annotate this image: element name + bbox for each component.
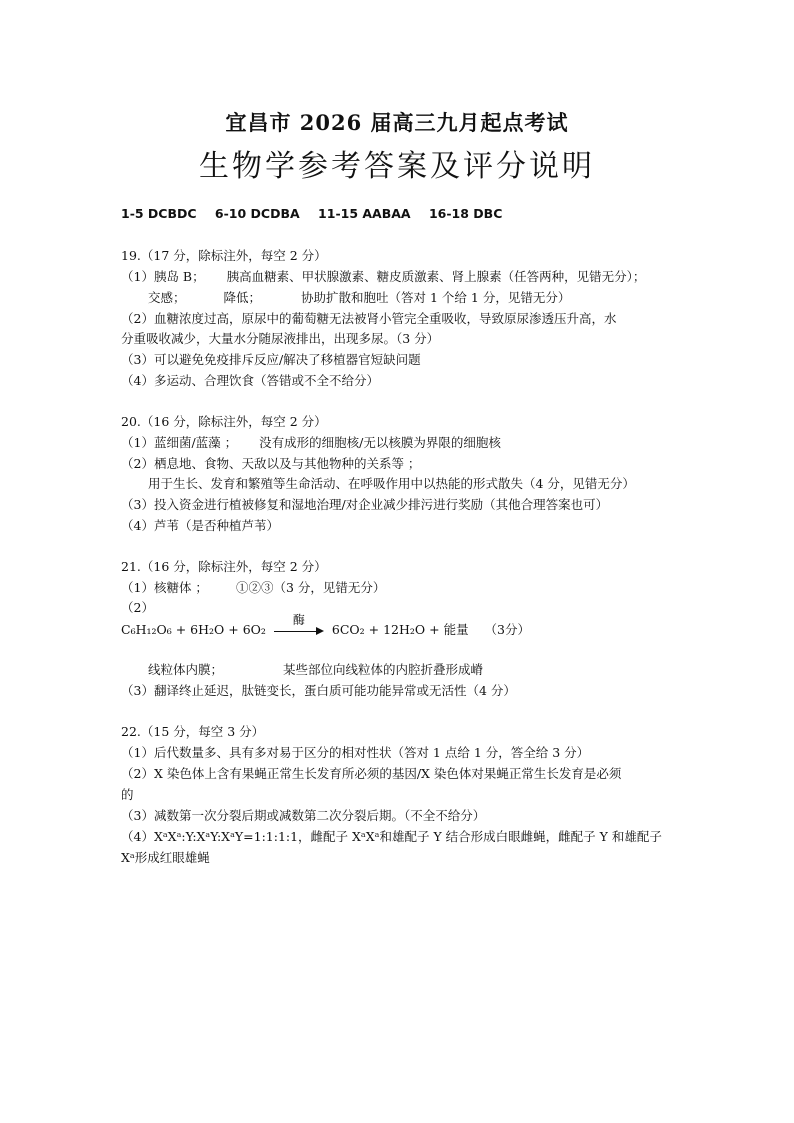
q21-line-4: （3）翻译终止延迟，肽链变长，蛋白质可能功能异常或无活性（4 分） xyxy=(121,683,516,698)
enzyme-label: 酶 xyxy=(292,612,305,627)
q19-answer-1b: 胰高血糖素、甲状腺激素、糖皮质激素、肾上腺素（任答两种，见错无分）； xyxy=(226,269,646,284)
equation-reactants: C₆H₁₂O₆ + 6H₂O + 6O₂ xyxy=(121,622,266,637)
choice-answers xyxy=(121,206,516,221)
q21-line-1 xyxy=(121,580,385,596)
q19-answer-2c: 协助扩散和胞吐（答对 1 个给 1 分，见错无分） xyxy=(301,290,571,305)
q19-answer-2a: 交感； xyxy=(148,290,186,305)
q20-line-4: （3）投入资金进行植被修复和湿地治理/对企业减少排污进行奖励（其他合理答案也可） xyxy=(121,497,609,512)
q22-line-5: （4）XᵃXᵃ:Y:XᵃY:XᵃY=1:1:1:1，雌配子 XᵃXᵃ和雄配子 Y 结合形成白眼雌蝇，雌配子 Y 和雄配子 xyxy=(121,829,662,844)
q19-answer-1a: （1）胰岛 B； xyxy=(121,269,205,284)
q22-line-3: 的 xyxy=(121,787,134,802)
answer-group: 1-5 DCBDC xyxy=(121,206,197,221)
q20-answer-1a: （1）蓝细菌/蓝藻 ； xyxy=(121,435,238,450)
q19-answer-2b: 降低； xyxy=(223,290,262,305)
q19-line-1 xyxy=(121,269,645,285)
answer-group: 16-18 DBC xyxy=(428,206,503,221)
q21-header: 21.（16 分，除标注外，每空 2 分） xyxy=(121,559,327,574)
answer-group: 11-15 AABAA xyxy=(318,206,411,221)
reaction-arrow-icon xyxy=(274,612,324,638)
q21-line-2: （2） xyxy=(121,600,154,615)
q20-line-2: （2）栖息地、食物、天敌以及与其他物种的关系等 ； xyxy=(121,456,421,471)
q21-answer-1a: （1）核糖体 ； xyxy=(121,580,208,595)
document-title: 生物学参考答案及评分说明 xyxy=(199,149,595,184)
q19-header: 19.（17 分，除标注外，每空 2 分） xyxy=(121,248,327,263)
equation-score: （3分） xyxy=(484,622,530,637)
q20-line-3: 用于生长、发育和繁殖等生命活动、在呼吸作用中以热能的形式散失（4 分，见错无分） xyxy=(148,476,635,491)
q20-answer-1b: 没有成形的细胞核/无以核膜为界限的细胞核 xyxy=(259,435,501,450)
respiration-equation xyxy=(121,612,530,638)
q22-line-4: （3）减数第一次分裂后期或减数第二次分裂后期。（不全不给分） xyxy=(121,808,486,823)
q21-answer-1b: ①②③（3 分，见错无分） xyxy=(235,580,386,595)
answer-group: 6-10 DCDBA xyxy=(214,206,300,221)
q19-line-5: （3）可以避免免疫排斥反应/解决了移植器官短缺问题 xyxy=(121,352,421,367)
q19-line-4: 分重吸收减少，大量水分随尿液排出，出现多尿。（3 分） xyxy=(121,331,440,346)
q19-line-2 xyxy=(148,290,570,306)
q19-line-3: （2）血糖浓度过高，原尿中的葡萄糖无法被肾小管完全重吸收，导致原尿渗透压升高，水 xyxy=(121,311,617,326)
q22-line-1: （1）后代数量多、具有多对易于区分的相对性状（答对 1 点给 1 分，答全给 3 分） xyxy=(121,745,590,760)
q22-line-2: （2）X 染色体上含有果蝇正常生长发育所必须的基因/X 染色体对果蝇正常生长发育是必须 xyxy=(121,766,622,781)
q21-line-3 xyxy=(148,662,483,678)
q20-line-5: （4）芦苇（是否种植芦苇） xyxy=(121,518,279,533)
q20-header: 20.（16 分，除标注外，每空 2 分） xyxy=(121,414,327,429)
q22-header: 22.（15 分，每空 3 分） xyxy=(121,724,265,739)
equation-products: 6CO₂ + 12H₂O + 能量 xyxy=(331,622,469,637)
q21-answer-3a: 线粒体内膜； xyxy=(148,662,224,677)
q20-line-1 xyxy=(121,435,501,451)
q22-line-6: Xᵃ形成红眼雄蝇 xyxy=(121,850,210,865)
q19-line-6: （4）多运动、合理饮食（答错或不全不给分） xyxy=(121,373,379,388)
q21-answer-3b: 某些部位向线粒体的内腔折叠形成嵴 xyxy=(283,662,484,677)
exam-title: 宜昌市 2026 届高三九月起点考试 xyxy=(225,110,569,135)
